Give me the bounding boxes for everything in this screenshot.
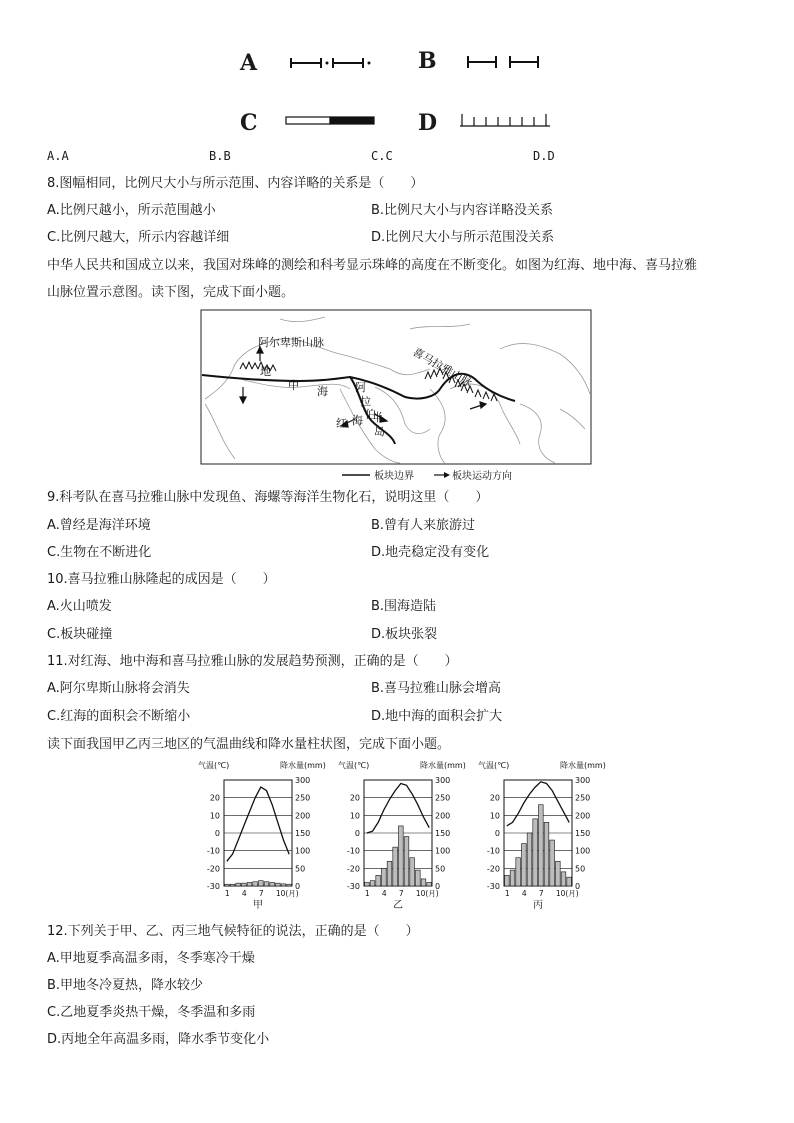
chart-0-right-tick: 300 (295, 776, 311, 785)
chart-0-bar-month-3 (236, 883, 241, 886)
scale-label-d: D (418, 110, 438, 136)
chart-1-left-tick: -30 (346, 882, 360, 891)
chart-1-bar-month-3 (376, 875, 381, 886)
map-label-bo: 伯 (365, 408, 376, 421)
chart-0-left-tick: -10 (206, 846, 220, 856)
chart-1-bar-month-4 (382, 868, 387, 886)
chart-1-left-tick: -20 (346, 864, 360, 874)
chart-1-temperature-line (367, 784, 429, 834)
q10-option-c[interactable]: C.板块碰撞 (47, 627, 113, 642)
chart-0-right-tick: 250 (295, 793, 311, 803)
chart-1-x-tick: 1 (364, 889, 370, 898)
chart-1-bar-month-2 (370, 881, 375, 886)
chart-1-x-tick: 4 (381, 889, 387, 898)
chart-0-bar-month-1 (225, 884, 230, 886)
chart-2-bar-month-6 (533, 819, 538, 886)
chart-2-x-tick: 10(月) (555, 889, 579, 898)
q9-option-d[interactable]: D.地壳稳定没有变化 (371, 545, 490, 560)
chart-2-left-tick: 0 (494, 829, 500, 838)
chart-2-bar-month-5 (527, 833, 532, 886)
map-label-hong: 红 (336, 417, 347, 430)
map-label-himalaya: 喜马拉雅山脉 (410, 345, 475, 390)
chart-2-bar-month-12 (567, 877, 572, 886)
chart-0-temperature-line (227, 787, 289, 861)
q8-option-a[interactable]: A.比例尺越小，所示范围越小 (47, 203, 216, 218)
plate-map (200, 309, 592, 485)
q12-stem: 12.下列关于甲、乙、丙三地气候特征的说法，正确的是（ ） (47, 924, 419, 939)
chart-0-left-tick: 10 (209, 811, 220, 821)
chart-0-right-tick: 150 (295, 829, 311, 838)
chart-1-title: 乙 (393, 900, 403, 911)
chart-2-bar-month-4 (522, 844, 527, 886)
map-label-alps: 阿尔卑斯山脉 (258, 336, 324, 349)
chart-2-right-tick: 0 (575, 882, 581, 891)
chart-1-left-tick: 20 (349, 793, 360, 803)
chart-2-right-tick: 50 (575, 864, 586, 874)
chart-2-right-axis-label: 降水量(mm) (560, 761, 606, 770)
chart-2-left-tick: -30 (486, 882, 500, 891)
chart-2-left-axis-label: 气温(℃) (478, 761, 510, 770)
intro-paragraph-line2: 山脉位置示意图。读下图，完成下面小题。 (47, 285, 295, 300)
q7-option-d[interactable]: D.D (533, 149, 555, 163)
chart-2-bar-month-10 (556, 861, 561, 886)
chart-0-left-axis-label: 气温(℃) (198, 761, 230, 770)
scale-bar-d (458, 112, 554, 128)
q7-option-a[interactable]: A.A (47, 149, 69, 163)
chart-0-bar-month-2 (230, 884, 235, 886)
intro-paragraph-line1: 中华人民共和国成立以来，我国对珠峰的测绘和科考显示珠峰的高度在不断变化。如图为红海、地中海、喜马拉雅 (47, 258, 698, 273)
chart-0-x-tick: 1 (224, 889, 230, 898)
chart-1-bar-month-5 (387, 861, 392, 886)
chart-1-bar-month-10 (416, 870, 421, 886)
chart-2-bar-month-1 (505, 875, 510, 886)
chart-1-right-axis-label: 降水量(mm) (420, 761, 466, 770)
q8-option-c[interactable]: C.比例尺越大，所示内容越详细 (47, 230, 230, 245)
chart-2-right-tick: 250 (575, 793, 591, 803)
chart-0-bar-month-11 (281, 884, 286, 886)
scale-bar-c (285, 115, 380, 127)
chart-2-right-tick: 100 (575, 846, 591, 856)
chart-1-right-tick: 100 (435, 846, 451, 856)
chart-2-right-tick: 300 (575, 776, 591, 785)
q11-option-b[interactable]: B.喜马拉雅山脉会增高 (371, 681, 502, 696)
q12-option-b[interactable]: B.甲地冬冷夏热，降水较少 (47, 978, 204, 993)
q12-option-c[interactable]: C.乙地夏季炎热干燥，冬季温和多雨 (47, 1005, 256, 1020)
map-label-ban: 半 (372, 411, 383, 424)
chart-1-bar-month-1 (365, 882, 370, 886)
q8-stem: 8.图幅相同，比例尺大小与所示范围、内容详略的关系是（ ） (47, 176, 424, 191)
chart-1-right-tick: 0 (435, 882, 441, 891)
chart-2-x-tick: 4 (521, 889, 527, 898)
chart-1-x-tick: 7 (398, 889, 404, 898)
q11-option-c[interactable]: C.红海的面积会不断缩小 (47, 709, 191, 724)
map-legend (342, 469, 512, 482)
chart-1-left-tick: 10 (349, 811, 360, 821)
chart-2-bar-month-7 (539, 805, 544, 886)
map-label-di: 地 (260, 365, 271, 378)
chart-0-bar-month-12 (287, 884, 292, 886)
chart-2-x-tick: 7 (538, 889, 544, 898)
scale-label-b: B (418, 48, 437, 74)
chart-1-right-tick: 250 (435, 793, 451, 803)
chart-0-left-tick: 0 (214, 829, 220, 838)
chart-1-left-axis-label: 气温(℃) (338, 761, 370, 770)
chart-0-bar-month-5 (247, 882, 252, 886)
chart-0-bar-month-9 (270, 882, 275, 886)
chart-1-bar-month-9 (410, 858, 415, 886)
chart-0-right-axis-label: 降水量(mm) (280, 761, 326, 770)
chart-1-right-tick: 150 (435, 829, 451, 838)
q9-option-a[interactable]: A.曾经是海洋环境 (47, 518, 151, 533)
q8-option-d[interactable]: D.比例尺大小与所示范围没关系 (371, 230, 555, 245)
chart-2-bar-month-2 (510, 870, 515, 886)
q10-stem: 10.喜马拉雅山脉隆起的成因是（ ） (47, 572, 276, 587)
chart-0-bar-month-6 (253, 882, 258, 886)
chart-1-bar-month-8 (404, 837, 409, 886)
legend-boundary: 板块边界 (374, 471, 414, 482)
chart-2-bar-month-11 (561, 872, 566, 886)
chart-2-right-tick: 150 (575, 829, 591, 838)
chart-1-x-tick: 10(月) (415, 889, 439, 898)
chart-0-right-tick: 0 (295, 882, 301, 891)
chart-0-bar-month-10 (276, 883, 281, 886)
chart-1-left-tick: -10 (346, 846, 360, 856)
q12-option-a[interactable]: A.甲地夏季高温多雨，冬季寒冷干燥 (47, 951, 255, 966)
climate-charts (196, 758, 606, 916)
scale-label-c: C (240, 110, 258, 136)
chart-2-temperature-line (507, 782, 569, 826)
chart-2-title: 丙 (533, 900, 543, 911)
chart-0-x-tick: 7 (258, 889, 264, 898)
q7-option-c[interactable]: C.C (371, 149, 393, 163)
map-label-hai2: 海 (352, 414, 363, 427)
chart-1-left-tick: 0 (354, 829, 360, 838)
chart-0-bar-month-8 (264, 882, 269, 886)
chart-0-right-tick: 200 (295, 811, 311, 821)
chart-2-x-tick: 1 (504, 889, 510, 898)
chart-1-bar-month-7 (399, 826, 404, 886)
chart-0-left-tick: -30 (206, 882, 220, 891)
chart-1-right-tick: 50 (435, 864, 446, 874)
map-label-hai: 海 (317, 385, 328, 398)
q11-option-d[interactable]: D.地中海的面积会扩大 (371, 709, 503, 724)
intro-climate: 读下面我国甲乙丙三地区的气温曲线和降水量柱状图，完成下面小题。 (47, 737, 451, 752)
chart-1-bar-month-6 (393, 847, 398, 886)
chart-0-bar-month-7 (259, 881, 264, 886)
chart-2-left-tick: -10 (486, 846, 500, 856)
chart-2-bar-month-3 (516, 858, 521, 886)
chart-0-left-tick: 20 (209, 793, 220, 803)
q9-stem: 9.科考队在喜马拉雅山脉中发现鱼、海螺等海洋生物化石，说明这里（ ） (47, 490, 489, 505)
chart-1-bar-month-12 (427, 882, 432, 886)
q9-option-b[interactable]: B.曾有人来旅游过 (371, 518, 476, 533)
chart-1-bar-month-11 (421, 879, 426, 886)
legend-direction: 板块运动方向 (452, 471, 512, 482)
chart-0-right-tick: 50 (295, 864, 306, 874)
chart-0-x-tick: 4 (241, 889, 247, 898)
chart-0-x-tick: 10(月) (275, 889, 299, 898)
chart-0-bar-month-4 (242, 883, 247, 886)
chart-2-left-tick: 20 (489, 793, 500, 803)
chart-2-bar-month-9 (550, 840, 555, 886)
chart-0-right-tick: 100 (295, 846, 311, 856)
map-label-zhong: 中 (288, 379, 299, 392)
q8-option-b[interactable]: B.比例尺大小与内容详略没关系 (371, 203, 554, 218)
chart-2-left-tick: -20 (486, 864, 500, 874)
chart-1-right-tick: 300 (435, 776, 451, 785)
q10-option-a[interactable]: A.火山喷发 (47, 599, 112, 614)
chart-2-left-tick: 10 (489, 811, 500, 821)
map-label-a: 阿 (355, 381, 366, 394)
scale-label-a: A (240, 50, 258, 76)
chart-2-bar-month-8 (544, 822, 549, 886)
scale-bar-b (464, 55, 544, 69)
q10-option-d[interactable]: D.板块张裂 (371, 627, 438, 642)
q7-option-b[interactable]: B.B (209, 149, 231, 163)
chart-2-right-tick: 200 (575, 811, 591, 821)
q9-option-c[interactable]: C.生物在不断进化 (47, 545, 152, 560)
map-label-dao: 岛 (374, 425, 385, 438)
q10-option-b[interactable]: B.围海造陆 (371, 599, 437, 614)
q11-stem: 11.对红海、地中海和喜马拉雅山脉的发展趋势预测，正确的是（ ） (47, 654, 458, 669)
q12-option-d[interactable]: D.丙地全年高温多雨，降水季节变化小 (47, 1032, 270, 1047)
chart-0-left-tick: -20 (206, 864, 220, 874)
map-label-la: 拉 (360, 395, 371, 408)
q11-option-a[interactable]: A.阿尔卑斯山脉将会消失 (47, 681, 190, 696)
chart-0-title: 甲 (253, 900, 263, 911)
scale-bar-a (285, 56, 375, 70)
chart-1-right-tick: 200 (435, 811, 451, 821)
